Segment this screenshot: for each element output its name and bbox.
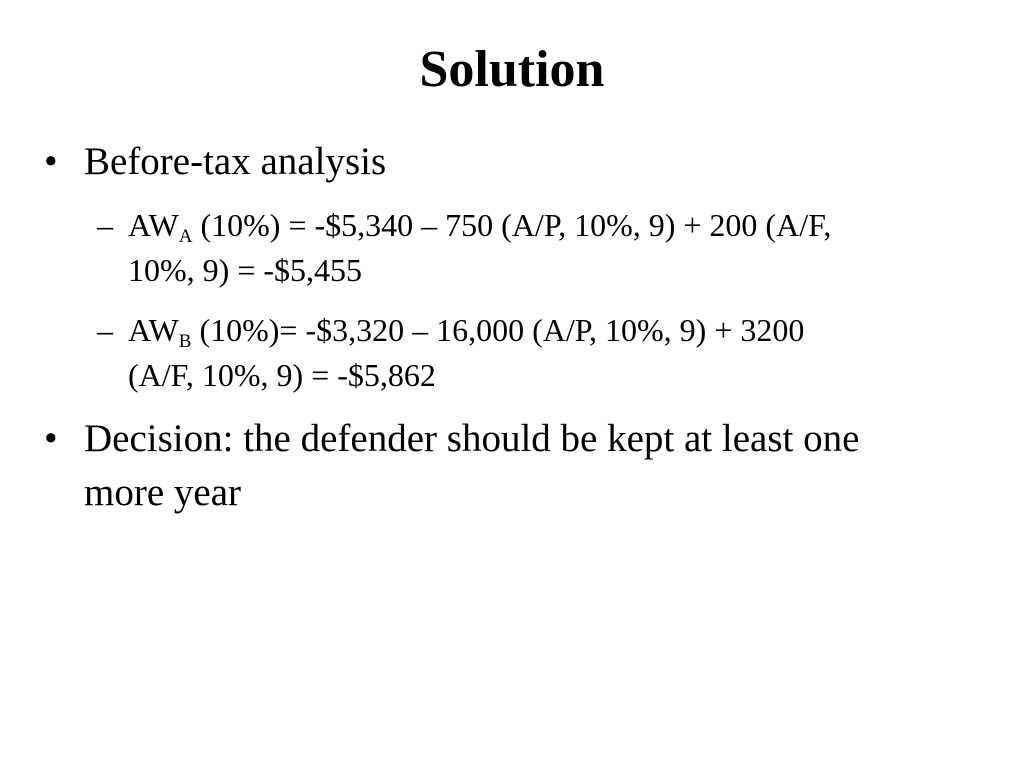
bullet-line1: Decision: the defender should be kept at least one <box>84 417 860 460</box>
equation-rest: (10%)= -$3,320 – 16,000 (A/P, 10%, 9) + 3200 <box>191 312 805 348</box>
equation-rest: (10%) = -$5,340 – 750 (A/P, 10%, 9) + 200 (A/F, <box>192 207 832 243</box>
aw-subscript: B <box>178 331 192 352</box>
bullet-marker: • <box>44 140 58 183</box>
slide-title: Solution <box>419 41 605 98</box>
sub-bullet-line1 <box>128 203 1007 248</box>
aw-subscript: A <box>178 226 193 247</box>
bullet-marker: • <box>44 417 58 460</box>
sub-bullet-line2: (A/F, 10%, 9) = -$5,862 <box>128 357 436 393</box>
aw-label: AW <box>128 207 179 243</box>
aw-label: AW <box>128 312 179 348</box>
bullet-text <box>84 412 1004 520</box>
sub-bullet-line1 <box>128 308 1007 353</box>
sub-bullet-line2: 10%, 9) = -$5,455 <box>128 252 363 288</box>
sub-bullet-marker: – <box>97 207 113 243</box>
bullet-text: Before-tax analysis <box>84 140 387 183</box>
sub-bullet-text <box>128 203 1007 293</box>
sub-bullet-text <box>128 308 1007 398</box>
sub-bullet-marker: – <box>97 312 113 348</box>
bullet-line2: more year <box>84 471 241 514</box>
